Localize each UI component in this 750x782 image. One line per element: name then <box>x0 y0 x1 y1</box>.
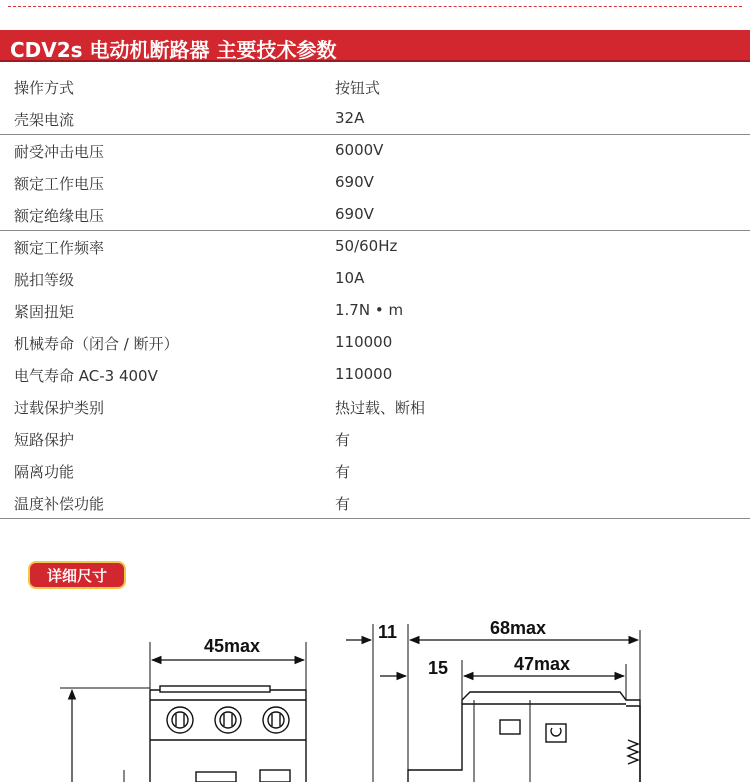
spec-value: 110000 <box>335 365 393 383</box>
side-offset-label: 11 <box>378 622 398 642</box>
table-row <box>0 71 750 103</box>
spec-value: 32A <box>335 109 365 127</box>
spec-label: 额定绝缘电压 <box>14 207 105 225</box>
spec-label: 耐受冲击电压 <box>14 143 105 161</box>
side-inner-width-label: 47max <box>514 654 571 674</box>
spec-label: 机械寿命（闭合 / 断开） <box>14 335 179 353</box>
spec-label: 脱扣等级 <box>14 271 75 289</box>
spec-label: 过载保护类别 <box>14 399 105 417</box>
spec-value: 690V <box>335 173 374 191</box>
spec-value: 6000V <box>335 141 384 159</box>
spec-value: 按钮式 <box>335 79 381 97</box>
spec-value: 热过载、断相 <box>335 399 426 417</box>
spec-label: 操作方式 <box>14 79 75 97</box>
table-row <box>0 231 750 263</box>
spec-value: 1.7N • m <box>335 301 404 319</box>
spec-section-header <box>0 30 750 62</box>
table-row <box>0 423 750 455</box>
spec-label: 额定工作频率 <box>14 239 105 257</box>
table-row <box>0 263 750 295</box>
table-row <box>0 167 750 199</box>
front-view <box>60 642 306 782</box>
spec-value: 有 <box>335 463 351 481</box>
table-row <box>0 135 750 167</box>
spec-value: 690V <box>335 205 374 223</box>
side-width-label: 68max <box>490 618 547 638</box>
spec-value: 有 <box>335 431 351 449</box>
spec-label: 电气寿命 AC-3 400V <box>14 367 158 385</box>
table-row <box>0 103 750 135</box>
dimensions-badge <box>30 563 124 587</box>
table-row <box>0 199 750 231</box>
spec-value: 有 <box>335 495 351 513</box>
spec-value: 10A <box>335 269 365 287</box>
spec-table <box>0 71 750 519</box>
spec-section-title: CDV2s 电动机断路器 主要技术参数 <box>10 38 337 62</box>
dimensions-badge-label: 详细尺寸 <box>46 567 107 585</box>
spec-label: 温度补偿功能 <box>14 495 105 513</box>
table-row <box>0 359 750 391</box>
top-dashed-rule <box>0 0 750 20</box>
table-row <box>0 327 750 359</box>
table-row <box>0 295 750 327</box>
side-view <box>346 624 640 782</box>
side-inner-offset-label: 15 <box>428 658 449 678</box>
spec-label: 额定工作电压 <box>14 175 105 193</box>
table-row <box>0 487 750 519</box>
spec-value: 110000 <box>335 333 393 351</box>
spec-label: 隔离功能 <box>14 463 75 481</box>
front-width-label: 45max <box>204 636 261 656</box>
spec-label: 紧固扭矩 <box>14 303 75 321</box>
table-row <box>0 455 750 487</box>
spec-label: 短路保护 <box>14 431 75 449</box>
table-row <box>0 391 750 423</box>
spec-value: 50/60Hz <box>335 237 398 255</box>
spec-label: 壳架电流 <box>14 111 75 129</box>
dimension-drawing <box>0 600 750 782</box>
